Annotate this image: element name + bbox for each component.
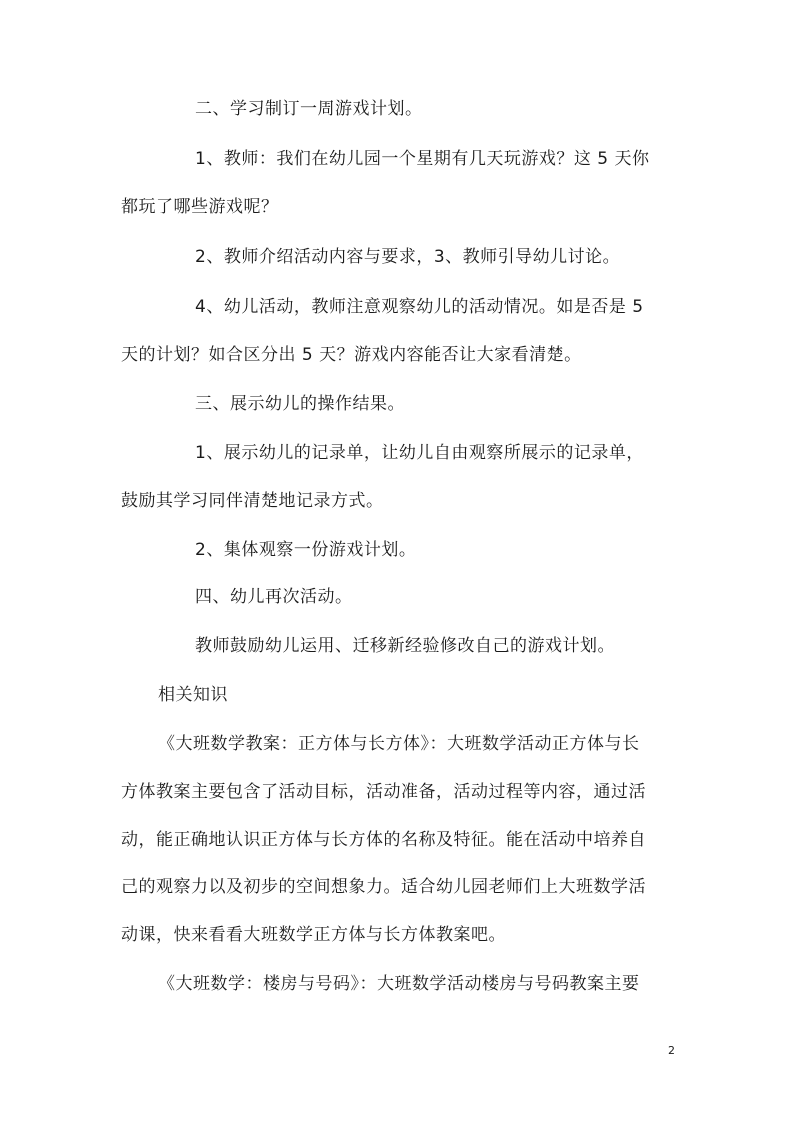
section-heading-2: 二、学习制订一周游戏计划。 [195,99,423,119]
related-knowledge-heading: 相关知识 [158,685,228,705]
paragraph-line: 《大班数学：楼房与号码》：大班数学活动楼房与号码教案主要 [158,974,640,994]
paragraph-line: 1、展示幼儿的记录单，让幼儿自由观察所展示的记录单， [195,443,644,463]
paragraph-line: 《大班数学教案：正方体与长方体》：大班数学活动正方体与长 [158,734,640,754]
paragraph-line: 教师鼓励幼儿运用、迁移新经验修改自己的游戏计划。 [195,636,615,656]
paragraph-line: 1、教师：我们在幼儿园一个星期有几天玩游戏？这 5 天你 [195,149,650,169]
paragraph-line: 己的观察力以及初步的空间想象力。适合幼儿园老师们上大班数学活 [121,877,646,897]
section-heading-3: 三、展示幼儿的操作结果。 [195,394,405,414]
paragraph-line: 鼓励其学习同伴清楚地记录方式。 [121,491,384,511]
paragraph-line: 2、教师介绍活动内容与要求，3、教师引导幼儿讨论。 [195,247,621,267]
paragraph-line: 4、幼儿活动，教师注意观察幼儿的活动情况。如是否是 5 [195,297,644,317]
paragraph-line: 动，能正确地认识正方体与长方体的名称及特征。能在活动中培养自 [121,830,646,850]
section-heading-4: 四、幼儿再次活动。 [195,587,353,607]
paragraph-line: 2、集体观察一份游戏计划。 [195,540,417,560]
paragraph-line: 方体教案主要包含了活动目标，活动准备，活动过程等内容，通过活 [121,782,646,802]
page-number: 2 [668,1044,675,1057]
paragraph-line: 动课，快来看看大班数学正方体与长方体教案吧。 [121,925,506,945]
paragraph-line: 天的计划？如合区分出 5 天？游戏内容能否让大家看清楚。 [121,345,582,365]
paragraph-line: 都玩了哪些游戏呢？ [121,197,279,217]
